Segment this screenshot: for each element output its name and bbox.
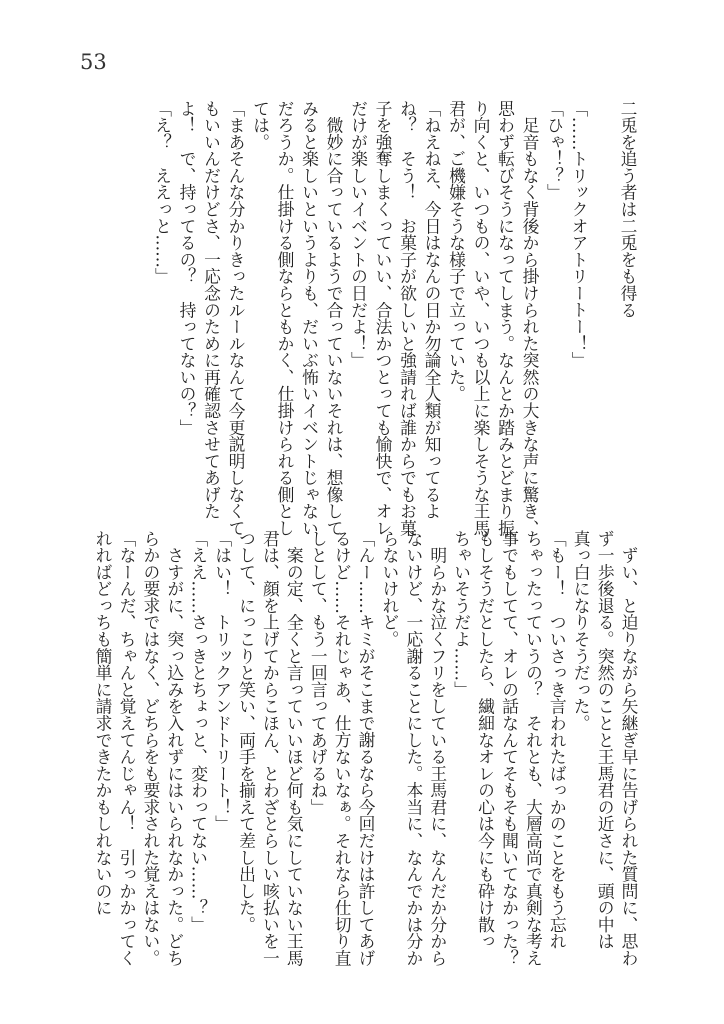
text-column: 思わず転びそうになってしまう。なんとか踏みとどまり振 — [495, 100, 516, 537]
chapter-title: 二兎を追う者は二兎をも得る — [618, 100, 638, 319]
text-column: 「ひゃ！？」 — [544, 100, 565, 201]
text-column: 子を強奪しまくっていい、合法かつとっても愉快で、オレ — [373, 100, 393, 537]
text-column: 真っ白になりそうだった。 — [571, 530, 592, 732]
text-column: 「はい！ トリックアンドトリート！」 — [212, 530, 233, 833]
text-column: ては。 — [250, 100, 271, 151]
text-column: 事でもしてて、オレの話なんてそもそも聞いてなかった？ — [499, 530, 520, 967]
text-column: もいいんだけどさ、一応念のために再確認させてあげた — [201, 100, 222, 520]
text-column: 「え？ ええっと……」 — [152, 100, 173, 285]
text-column: 微妙に合っているようで合っていないそれは、想像して — [324, 100, 344, 537]
text-column: れればどっちも簡単に請求できたかもしれないのに — [93, 530, 114, 917]
text-column: るけど……それじゃあ、仕方ないなぁ。それなら仕切り直 — [332, 530, 353, 967]
text-column: 「なーんだ、ちゃんと覚えてんじゃん！ 引っかかってく — [116, 530, 137, 967]
text-column: ないけど、一応謝ることにした。本当に、なんでかは分か — [403, 530, 424, 967]
text-column: ずい、と迫りながら矢継ぎ早に告げられた質問に、思わ — [619, 530, 639, 967]
page-number: 53 — [80, 50, 107, 74]
text-column: 「もー！ ついさっき言われたばっかのことをもう忘れ — [547, 530, 568, 950]
text-column: 君は、顔を上げてからこほん、とわざとらしい咳払いを一 — [260, 530, 281, 967]
text-column: らないけれど。 — [379, 530, 400, 648]
text-column: よ！ で、持ってるの？ 持ってないの？」 — [177, 100, 197, 436]
text-column: みると楽しいというよりも、だいぶ怖いイベントじゃない — [299, 100, 320, 537]
text-column — [591, 100, 616, 500]
text-column: ね？ そう！ お菓子が欲しいと強請れば誰からでもお菓 — [397, 100, 418, 537]
text-column: 「んー……キミがそこまで謝るなら今回だけは許してあげ — [356, 530, 377, 967]
text-column: しとして、もう一回言ってあげるね」 — [308, 530, 329, 816]
text-column: 「ええ……さっきとちょっと、変わってない……？」 — [188, 530, 209, 933]
text-column: り向くと、いつもの、いや、いつも以上に楽しそうな王馬 — [471, 100, 491, 537]
text-column: ず一歩後退る。突然のことと王馬君の近さに、頭の中は — [595, 530, 616, 950]
text-column: つして、にっこりと笑い、両手を揃えて差し出した。 — [236, 530, 257, 933]
text-column: 「……トリックオアトリートー！」 — [569, 100, 589, 369]
text-column: 「ねえねえ、今日はなんの日か勿論全人類が知ってるよ — [422, 100, 442, 520]
text-column: 君が、ご機嫌そうな様子で立っていた。 — [446, 100, 467, 403]
text-column: 明らかな泣くフリをしている王馬君に、なんだか分から — [427, 530, 448, 967]
text-column: さすがに、突っ込みを入れずにはいられなかった。どち — [164, 530, 185, 967]
text-column: 案の定、全くと言っていいほど何も気にしていない王馬 — [284, 530, 305, 967]
upper-text-block — [150, 100, 640, 537]
text-column: だけが楽しいイベントの日だよ！」 — [348, 100, 369, 369]
text-column: 「まあそんな分かりきったルールなんて今更説明しなくて — [226, 100, 246, 537]
text-column: 足音もなく背後から掛けられた突然の大きな声に驚き、 — [520, 100, 540, 537]
lower-text-block — [90, 530, 640, 967]
text-column: ちゃったっていうの？ それとも、大層高尚で真剣な考え — [523, 530, 544, 967]
text-column: ちゃいそうだよ……」 — [451, 530, 472, 698]
text-column: だろうか。仕掛ける側ならともかく、仕掛けられる側とし — [275, 100, 295, 537]
text-column: もしそうだとしたら、繊細なオレの心は今にも砕け散っ — [475, 530, 496, 950]
text-column: らかの要求ではなく、どちらをも要求された覚えはない。 — [140, 530, 161, 967]
